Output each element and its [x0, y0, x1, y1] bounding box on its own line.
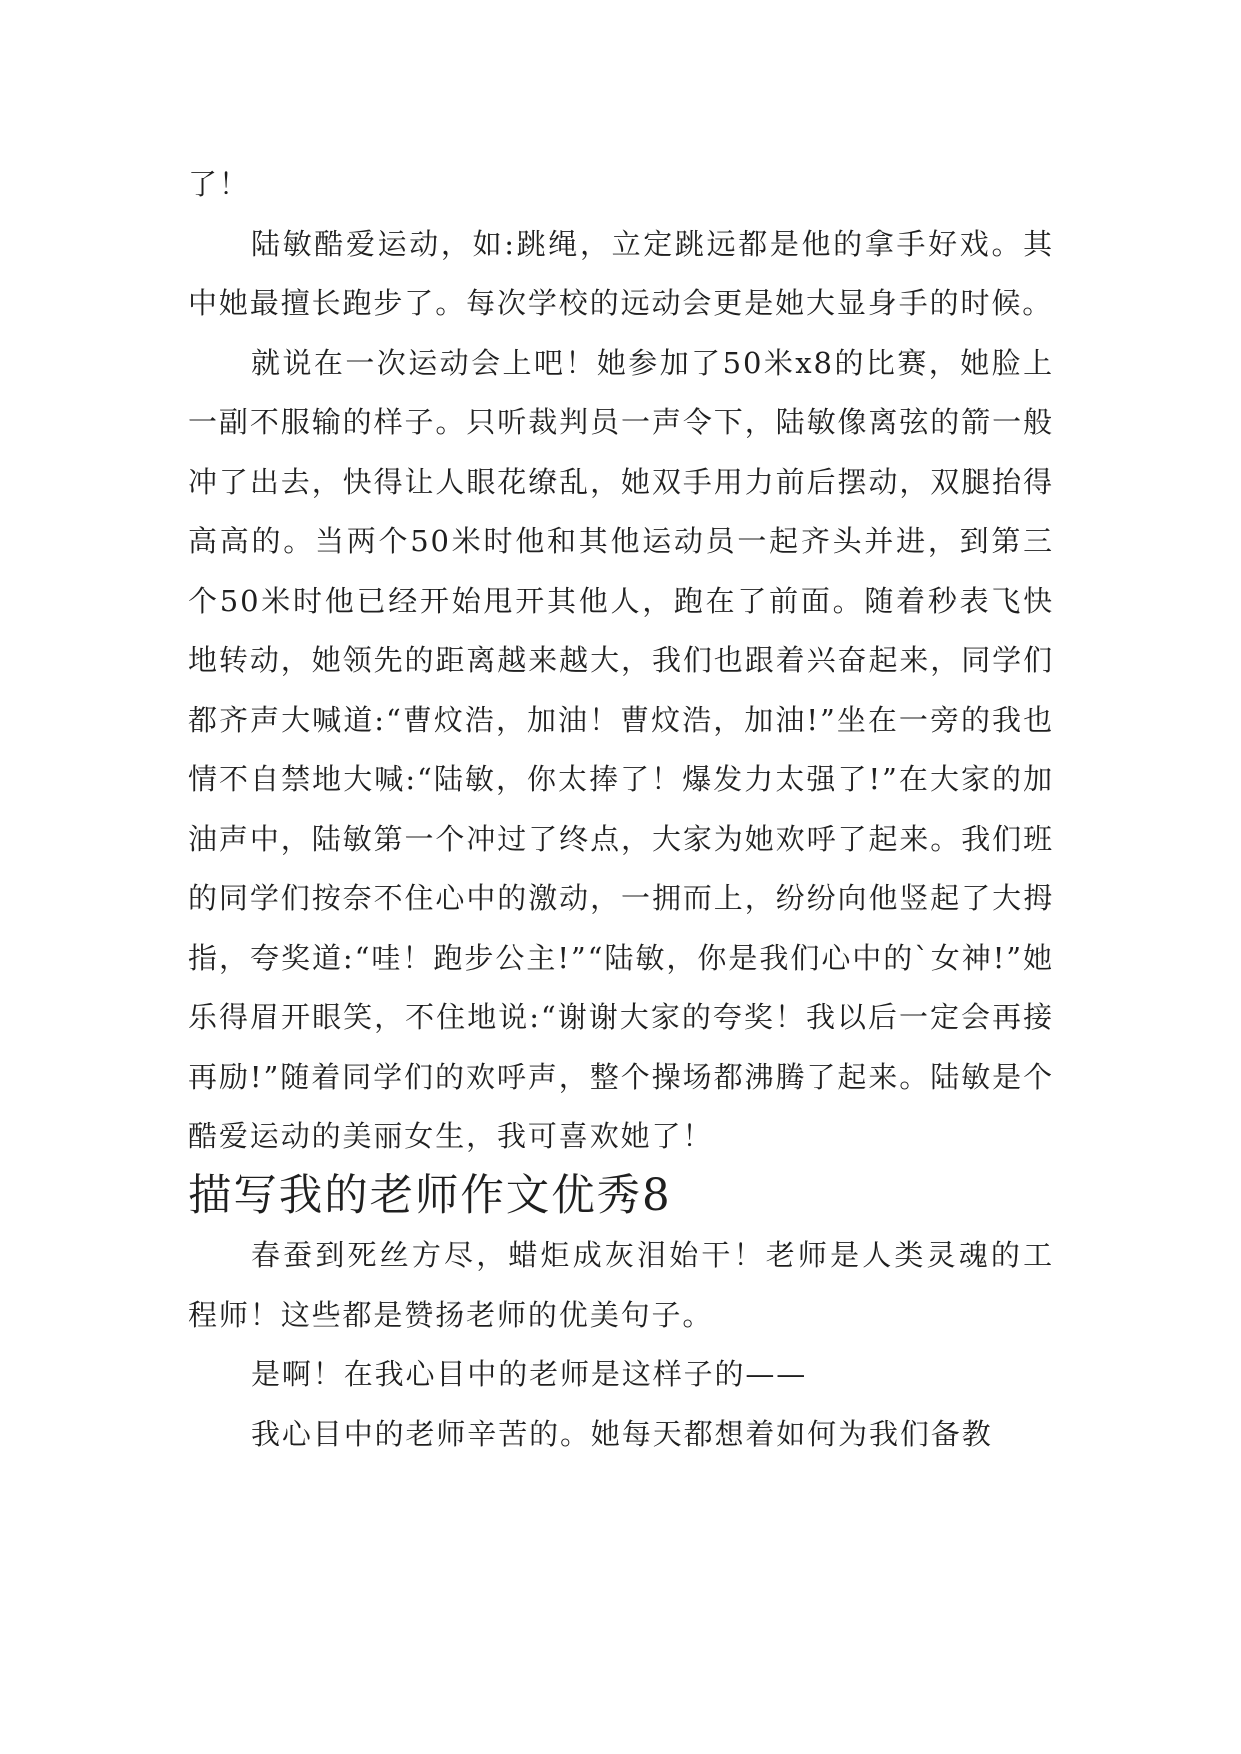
paragraph-teacher-hardworking: 我心目中的老师辛苦的。她每天都想着如何为我们备教 [251, 1416, 993, 1451]
section-heading: 描写我的老师作文优秀8 [188, 1170, 672, 1221]
paragraph-teacher-quote: 春蚕到死丝方尽，蜡炬成灰泪始干！老师是人类灵魂的工程师！这些都是赞扬老师的优美句子。 [188, 1238, 1054, 1332]
paragraph-teacher-intro: 是啊！在我心目中的老师是这样子的—— [251, 1357, 808, 1391]
paragraph-sports-meet: 就说在一次运动会上吧！她参加了50米x8的比赛，她脸上一副不服输的样子。只听裁判员一声令下，陆敏像离弦的箭一般冲了出去，快得让人眼花缭乱，她双手用力前后摆动，双腿抬得高高的。当两个50米时他和其他运动员一起齐头并进，到第三个50米时他已经开始甩开其他人，跑在了前面。随着秒表飞快地转动，她领先的距离越来越大，我们也跟着兴奋起来，同学们都齐声大喊道:“曹炆浩，加油！曹炆浩，加油!”坐在一旁的我也情不自禁地大喊:“陆敏，你太捧了！爆发力太强了!”在大家的加油声中，陆敏第一个冲过了终点，大家为她欢呼了起来。我们班的同学们按奈不住心中的激动，一拥而上，纷纷向他竖起了大拇指，夸奖道:“哇！跑步公主!”“陆敏，你是我们心中的`女神!”她乐得眉开眼笑，不住地说:“谢谢大家的夸奖！我以后一定会再接再励!”随着同学们的欢呼声，整个操场都沸腾了起来。陆敏是个酷爱运动的美丽女生，我可喜欢她了！ [188, 345, 1054, 1153]
paragraph-sports-intro: 陆敏酷爱运动，如:跳绳，立定跳远都是他的拿手好戏。其中她最擅长跑步了。每次学校的远动会更是她大显身手的时候。 [188, 226, 1054, 320]
paragraph-continuation: 了！ [188, 167, 250, 201]
document-body [188, 155, 1054, 1464]
